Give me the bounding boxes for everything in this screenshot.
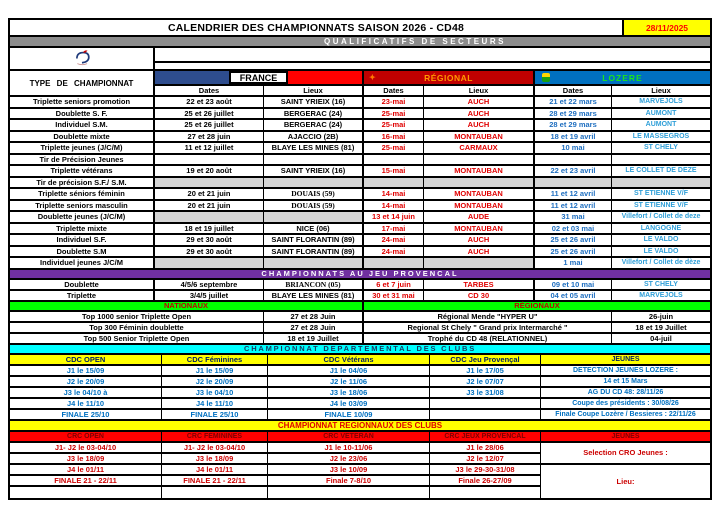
lozere-date-cell: 28 et 29 mars: [535, 109, 612, 121]
regional-dates-header: Dates: [364, 86, 424, 97]
cdc-table: [10, 355, 710, 421]
cdc-open-cell: FINALE 25/10: [10, 410, 162, 421]
crc-feminines-cell: [162, 487, 268, 498]
france-date-cell: [155, 258, 264, 270]
cdc-feminines-cell: J4 le 11/10: [162, 399, 268, 410]
type-label: Doublette S. F.: [10, 109, 155, 121]
crc-jeunes-header: JEUNES: [541, 432, 710, 443]
cdc-veterans-cell: J3 le 18/06: [268, 388, 430, 399]
type-label: Triplette séniors féminin: [10, 189, 155, 201]
crc-veteran-cell: J1 le 10-11/06: [268, 443, 430, 454]
lozere-date-cell: 21 et 22 mars: [535, 97, 612, 109]
crc-open-cell: J1- J2 le 03-04/10: [10, 443, 162, 454]
regional-event-label: Trophé du CD 48 (RELATIONNEL): [364, 334, 612, 345]
lozere-date-cell: 25 et 26 avril: [535, 247, 612, 259]
cdc-open-cell: J1 le 15/09: [10, 366, 162, 377]
lozere-date-cell: 11 et 12 avril: [535, 189, 612, 201]
type-label: Doublette: [10, 280, 155, 291]
lozere-date-cell: 04 et 05 avril: [535, 291, 612, 302]
type-label: Doublette S.M: [10, 247, 155, 259]
france-date-cell: 19 et 20 août: [155, 166, 264, 178]
crc-jeux-provencal-cell: J1 le 28/06: [430, 443, 541, 454]
dates-lieux-header: [155, 86, 710, 97]
regional-lieu-cell: MONTAUBAN: [424, 224, 535, 236]
crc-open-cell: FINALE 21 - 22/11: [10, 476, 162, 487]
france-lieu-cell: BLAYE LES MINES (81): [264, 143, 364, 155]
type-label: Tir de Précision Jeunes: [10, 155, 155, 167]
france-lieu-cell: [264, 258, 364, 270]
cdc-veterans-cell: FINALE 10/09: [268, 410, 430, 421]
type-label: Doublette jeunes (J/C/M): [10, 212, 155, 224]
france-lieu-cell: BERGERAC (24): [264, 109, 364, 121]
regional-date-cell: 23-mai: [364, 97, 424, 109]
regional-lieu-cell: CARMAUX: [424, 143, 535, 155]
section-regionnaux-clubs-bar: CHAMPIONNAT REGIONNAUX DES CLUBS: [10, 421, 710, 432]
type-label: Triplette vétérans: [10, 166, 155, 178]
lozere-date-cell: 25 et 26 avril: [535, 235, 612, 247]
lozere-lieu-cell: MARVEJOLS: [612, 97, 710, 109]
ffpjp-rooster-logo: [71, 50, 93, 67]
regional-date-cell: 14-mai: [364, 201, 424, 213]
type-label: Triplette: [10, 291, 155, 302]
cdc-jeu-provencal-cell: J1 le 17/05: [430, 366, 541, 377]
france-date-cell: 25 et 26 juillet: [155, 120, 264, 132]
regional-lieu-cell: AUCH: [424, 97, 535, 109]
type-label: Tir de précision S.F./ S.M.: [10, 178, 155, 190]
crc-feminines-header: CRC FEMININES: [162, 432, 268, 443]
france-date-cell: 20 et 21 juin: [155, 189, 264, 201]
type-label: Triplette jeunes (J/C/M): [10, 143, 155, 155]
cdc-open-cell: J2 le 20/09: [10, 377, 162, 388]
france-date-cell: 29 et 30 août: [155, 235, 264, 247]
regional-date-cell: 25-mai: [364, 109, 424, 121]
france-date-cell: 4/5/6 septembre: [155, 280, 264, 291]
france-date-cell: [155, 178, 264, 190]
type-label: Individuel jeunes J/C/M: [10, 258, 155, 270]
france-date-cell: 27 et 28 juin: [155, 132, 264, 144]
cdc-feminines-cell: FINALE 25/10: [162, 410, 268, 421]
lozere-date-cell: 31 mai: [535, 212, 612, 224]
cdc-feminines-header: CDC Féminines: [162, 355, 268, 366]
lozere-date-cell: 10 mai: [535, 143, 612, 155]
regional-date-cell: 26-juin: [612, 312, 710, 323]
cdc-veterans-cell: J1 le 04/06: [268, 366, 430, 377]
nationaux-table: [10, 312, 710, 345]
lozere-lieux-header: Lieux: [612, 86, 710, 97]
france-date-cell: 29 et 30 août: [155, 247, 264, 259]
lozere-lieu-cell: AUMONT: [612, 109, 710, 121]
crc-jeux-provencal-cell: J3 le 29-30-31/08: [430, 465, 541, 476]
crc-selection-cro-cell: Selection CRO Jeunes :: [541, 443, 710, 465]
pre-header: [10, 48, 710, 71]
france-lieu-cell: DOUAIS (59): [264, 201, 364, 213]
lozere-lieu-cell: AUMONT: [612, 120, 710, 132]
type-label: Individuel S.F.: [10, 235, 155, 247]
regional-lieu-cell: [424, 155, 535, 167]
crc-feminines-cell: J4 le 01/11: [162, 465, 268, 476]
france-date-cell: 22 et 23 août: [155, 97, 264, 109]
france-date-cell: 20 et 21 juin: [155, 201, 264, 213]
regional-date-cell: 25-mai: [364, 143, 424, 155]
section-qualificatifs-bar: QUALIFICATIFS DE SECTEURS: [10, 37, 710, 48]
crc-veteran-cell: J2 le 23/06: [268, 454, 430, 465]
regional-label: RÉGIONAL: [424, 72, 473, 83]
crc-section: [10, 432, 710, 498]
pre-header-right: [155, 48, 710, 71]
cdc-jeu-provencal-cell: J2 le 07/07: [430, 377, 541, 388]
crc-jeunes-column: [541, 432, 710, 498]
lozere-lieu-cell: [612, 178, 710, 190]
cdc-jeu-provencal-cell: J3 le 31/08: [430, 388, 541, 399]
type-label: Triplette seniors promotion: [10, 97, 155, 109]
crc-feminines-cell: J1- J2 le 03-04/10: [162, 443, 268, 454]
regional-lieu-cell: AUCH: [424, 247, 535, 259]
regional-lieu-cell: MONTAUBAN: [424, 201, 535, 213]
nationaux-bar: NATIONAUX: [10, 302, 364, 310]
france-lieu-cell: SAINT YRIEIX (16): [264, 166, 364, 178]
crc-table: [10, 432, 541, 498]
france-lieu-cell: BERGERAC (24): [264, 120, 364, 132]
regional-lieu-cell: TARBES: [424, 280, 535, 291]
crc-open-cell: J4 le 01/11: [10, 465, 162, 476]
france-lieu-cell: SAINT FLORANTIN (89): [264, 247, 364, 259]
regional-date-cell: [364, 258, 424, 270]
cdc-feminines-cell: J3 le 04/10: [162, 388, 268, 399]
lozere-lieu-cell: ST CHELY: [612, 280, 710, 291]
france-label: FRANCE: [229, 71, 289, 84]
france-lieu-cell: [264, 155, 364, 167]
crc-open-header: CRC OPEN: [10, 432, 162, 443]
section-departemental-bar: CHAMPIONNAT DEPARTEMENTAL DES CLUBS: [10, 345, 710, 355]
lozere-lieu-cell: ST CHELY: [612, 143, 710, 155]
france-lieu-cell: [264, 178, 364, 190]
regional-date-cell: 6 et 7 juin: [364, 280, 424, 291]
regional-date-cell: 14-mai: [364, 189, 424, 201]
crc-veteran-cell: [268, 487, 430, 498]
regional-date-cell: 24-mai: [364, 235, 424, 247]
regional-lieu-cell: AUDE: [424, 212, 535, 224]
regional-date-cell: 15-mai: [364, 166, 424, 178]
lozere-dates-header: Dates: [535, 86, 612, 97]
lozere-lieu-cell: LE VALDO: [612, 247, 710, 259]
france-date-cell: [155, 212, 264, 224]
lozere-date-cell: 02 et 03 mai: [535, 224, 612, 236]
cdc-jeunes-cell: Finale Coupe Lozère / Bessieres : 22/11/26: [541, 410, 710, 421]
national-event-label: Top 500 Senior Triplette Open: [10, 334, 264, 345]
regional-lieu-cell: AUCH: [424, 235, 535, 247]
lozere-lieu-cell: [612, 155, 710, 167]
lozere-date-cell: 1 mai: [535, 258, 612, 270]
cdc-veterans-header: CDC Vétérans: [268, 355, 430, 366]
lozere-date-cell: 18 et 19 avril: [535, 132, 612, 144]
crc-jeux-provencal-cell: [430, 487, 541, 498]
cdc-jeu-provencal-cell: [430, 410, 541, 421]
national-date-cell: 27 et 28 Juin: [264, 312, 364, 323]
regional-date-cell: 17-mai: [364, 224, 424, 236]
regional-date-cell: 04-juil: [612, 334, 710, 345]
type-label: Individuel S.M.: [10, 120, 155, 132]
lozere-lieu-cell: ST ETIENNE V/F: [612, 201, 710, 213]
crc-open-cell: [10, 487, 162, 498]
regional-event-label: Regional St Chely " Grand prix Intermarché ": [364, 323, 612, 334]
page-title: CALENDRIER DES CHAMPIONNATS SAISON 2026 - CD48: [167, 21, 465, 34]
occitanie-cross-icon: ✦: [369, 72, 377, 82]
federation-headers: [155, 71, 710, 86]
type-label: Triplette seniors masculin: [10, 201, 155, 213]
regional-event-label: Régional Mende "HYPER U": [364, 312, 612, 323]
france-date-cell: [155, 155, 264, 167]
lozere-lieu-cell: ST ETIENNE V/F: [612, 189, 710, 201]
crc-open-cell: J3 le 18/09: [10, 454, 162, 465]
france-lieu-cell: BRIANCON (05): [264, 280, 364, 291]
lozere-date-cell: [535, 178, 612, 190]
lozere-label: LOZERE: [602, 72, 643, 83]
empty-cell: [155, 63, 710, 71]
france-lieu-cell: AJACCIO (2B): [264, 132, 364, 144]
type-label: Doublette mixte: [10, 132, 155, 144]
edition-date: 28/11/2025: [622, 20, 710, 35]
regionaux-bar: RÉGIONAUX: [364, 302, 710, 310]
national-event-label: Top 300 Féminin doublette: [10, 323, 264, 334]
cdc-jeunes-cell: Coupe des présidents : 30/08/26: [541, 399, 710, 410]
cdc-open-header: CDC OPEN: [10, 355, 162, 366]
section-nationaux-regionaux-bar: [10, 302, 710, 312]
empty-cell: [155, 48, 710, 63]
cdc-feminines-cell: J2 le 20/09: [162, 377, 268, 388]
france-lieu-cell: [264, 212, 364, 224]
type-label: Triplette mixte: [10, 224, 155, 236]
type-de-championnat-label: TYPE DE CHAMPIONNAT: [10, 71, 155, 97]
regional-date-cell: 18 et 19 Juillet: [612, 323, 710, 334]
lozere-header: [535, 71, 710, 86]
lozere-date-cell: 09 et 10 mai: [535, 280, 612, 291]
lozere-lieu-cell: LE VALDO: [612, 235, 710, 247]
lozere-lieu-cell: LANGOGNE: [612, 224, 710, 236]
cdc-open-cell: J3 le 04/10 à: [10, 388, 162, 399]
crc-lieu-cell: Lieu:: [541, 465, 710, 498]
regional-date-cell: [364, 155, 424, 167]
regional-lieu-cell: MONTAUBAN: [424, 132, 535, 144]
crc-veteran-cell: Finale 7-8/10: [268, 476, 430, 487]
crc-jeux-provencal-cell: Finale 26-27/09: [430, 476, 541, 487]
regional-date-cell: 16-mai: [364, 132, 424, 144]
cdc-open-cell: J4 le 11/10: [10, 399, 162, 410]
france-dates-header: Dates: [155, 86, 264, 97]
regional-lieu-cell: AUCH: [424, 120, 535, 132]
crc-veteran-cell: J3 le 10/09: [268, 465, 430, 476]
france-flag-red: [288, 71, 362, 84]
regional-date-cell: 13 et 14 juin: [364, 212, 424, 224]
calendar-sheet: [8, 18, 712, 500]
crc-feminines-cell: FINALE 21 - 22/11: [162, 476, 268, 487]
regional-header: [364, 71, 535, 86]
cdc-veterans-cell: J4 le 03/09: [268, 399, 430, 410]
regional-lieu-cell: MONTAUBAN: [424, 166, 535, 178]
crc-jeux-provencal-header: CRC JEUX PROVENCAL: [430, 432, 541, 443]
crc-feminines-cell: J3 le 18/09: [162, 454, 268, 465]
cdc-jeunes-cell: AG DU CD 48: 28/11/26: [541, 388, 710, 399]
regional-date-cell: 25-mai: [364, 120, 424, 132]
cdc-jeu-provencal-cell: [430, 399, 541, 410]
logo-cell: [10, 48, 155, 71]
cdc-jeunes-cell: DETECTION JEUNES LOZERE :: [541, 366, 710, 377]
france-date-cell: 3/4/5 juillet: [155, 291, 264, 302]
lozere-date-cell: [535, 155, 612, 167]
cdc-jeunes-cell: 14 et 15 Mars: [541, 377, 710, 388]
regional-date-cell: 24-mai: [364, 247, 424, 259]
france-lieu-cell: SAINT YRIEIX (16): [264, 97, 364, 109]
national-date-cell: 27 et 28 Juin: [264, 323, 364, 334]
regional-lieu-cell: MONTAUBAN: [424, 189, 535, 201]
regional-lieu-cell: AUCH: [424, 109, 535, 121]
lozere-date-cell: 11 et 12 avril: [535, 201, 612, 213]
lozere-lieu-cell: MARVEJOLS: [612, 291, 710, 302]
column-header: [10, 71, 710, 97]
france-date-cell: 18 et 19 juillet: [155, 224, 264, 236]
cdc-veterans-cell: J2 le 11/06: [268, 377, 430, 388]
crc-veteran-header: CRC VETERAN: [268, 432, 430, 443]
cdc-feminines-cell: J1 le 15/09: [162, 366, 268, 377]
lozere-date-cell: 28 et 29 mars: [535, 120, 612, 132]
france-lieu-cell: DOUAIS (59): [264, 189, 364, 201]
lozere-lieu-cell: Villefort / Collet de dèze: [612, 258, 710, 270]
france-header: [155, 71, 364, 86]
france-lieu-cell: NICE (06): [264, 224, 364, 236]
regional-date-cell: 30 et 31 mai: [364, 291, 424, 302]
jeu-provencal-table: [10, 280, 710, 302]
lozere-lieu-cell: LE COLLET DE DEZE: [612, 166, 710, 178]
qualificatifs-table: [10, 97, 710, 270]
national-event-label: Top 1000 senior Triplette Open: [10, 312, 264, 323]
cdc-jeunes-header: JEUNES: [541, 355, 710, 366]
lozere-lieu-cell: Villefort / Collet de deze: [612, 212, 710, 224]
title-row: [10, 20, 710, 37]
regional-lieu-cell: CD 30: [424, 291, 535, 302]
france-lieu-cell: BLAYE LES MINES (81): [264, 291, 364, 302]
regional-lieux-header: Lieux: [424, 86, 535, 97]
cdc-jeu-provencal-header: CDC Jeu Provençal: [430, 355, 541, 366]
lozere-crest-icon: [542, 73, 550, 82]
lozere-date-cell: 22 et 23 avril: [535, 166, 612, 178]
national-date-cell: 18 et 19 Juillet: [264, 334, 364, 345]
section-jeu-provencal-bar: CHAMPIONNATS AU JEU PROVENCAL: [10, 270, 710, 280]
crc-jeux-provencal-cell: J2 le 12/07: [430, 454, 541, 465]
france-lieu-cell: SAINT FLORANTIN (89): [264, 235, 364, 247]
france-date-cell: 25 et 26 juillet: [155, 109, 264, 121]
regional-lieu-cell: [424, 258, 535, 270]
france-lieux-header: Lieux: [264, 86, 364, 97]
regional-lieu-cell: [424, 178, 535, 190]
france-date-cell: 11 et 12 juillet: [155, 143, 264, 155]
regional-date-cell: [364, 178, 424, 190]
lozere-lieu-cell: LE MASSEGROS: [612, 132, 710, 144]
france-flag-blue: [155, 71, 229, 84]
